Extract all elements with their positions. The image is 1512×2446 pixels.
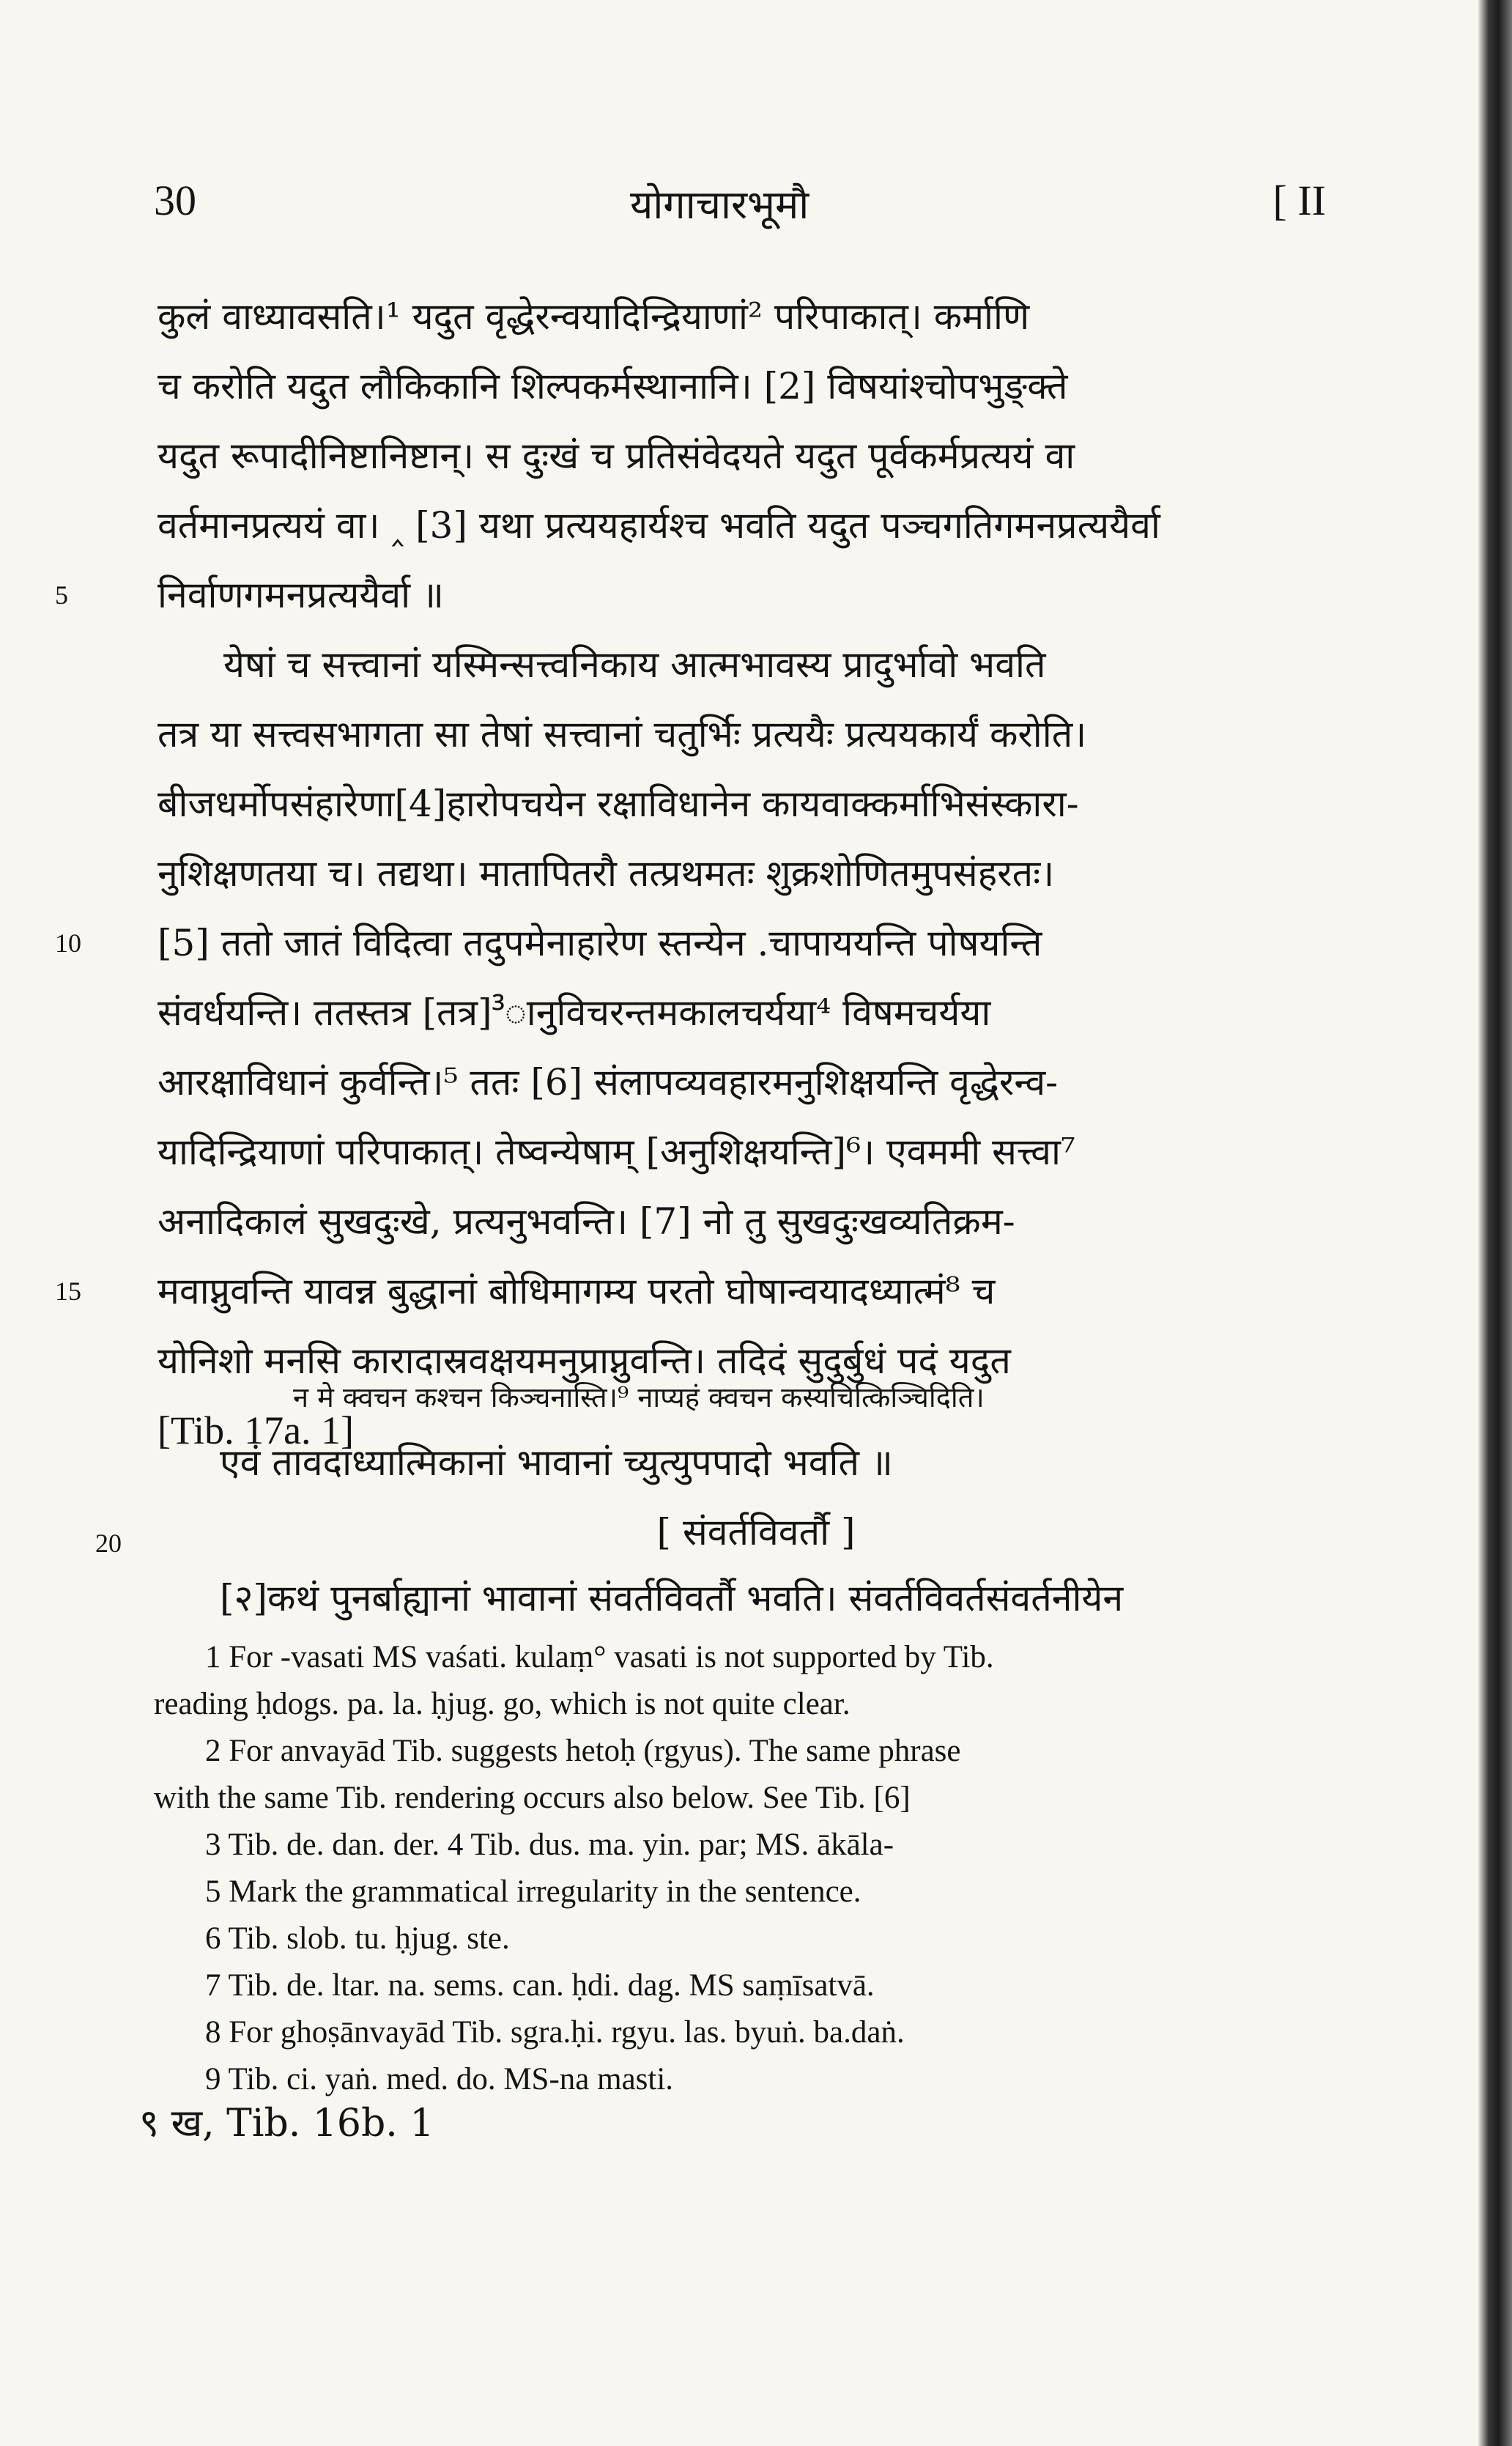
text-line xyxy=(158,1048,1322,1117)
footnote: 5 Mark the grammatical irregularity in the sentence. xyxy=(205,1874,861,1909)
text-line xyxy=(55,561,1322,630)
footnote: 2 For anvayād Tib. suggests hetoḥ (rgyus). The same phrase xyxy=(205,1734,961,1768)
line-text: संवर्धयन्ति। ततस्तत्र [तत्र]³ानुविचरन्तमकालचर्यया⁴ विषमचर्यया xyxy=(158,991,991,1034)
footnote: 8 For ghoṣānvayād Tib. sgra.ḥi. rgyu. las. byuṅ. ba.daṅ. xyxy=(205,2015,905,2050)
line-text: नुशिक्षणतया च। तद्यथा। मातापितरौ तत्प्रथमतः शुक्रशोणितमुपसंहरतः। xyxy=(158,852,1055,895)
main-text xyxy=(55,282,1322,1466)
footnote: 1 For -vasati MS vaśati. kulaṃ° vasati is not supported by Tib. xyxy=(205,1640,994,1674)
line-text: मवाप्नुवन्ति यावन्न बुद्धानां बोधिमागम्य परतो घोषान्वयादध्यात्मं⁸ च xyxy=(158,1270,996,1312)
text-line: एवं तावदाध्यात्मिकानां भावानां च्युत्युपपादो भवति ॥ xyxy=(220,1441,893,1484)
text-line xyxy=(158,630,1322,700)
page-header xyxy=(154,176,1326,234)
text-line xyxy=(55,1257,1322,1326)
line-text: अनादिकालं सुखदुःखे, प्रत्यनुभवन्ति। [7] नो तु सुखदुःखव्यतिक्रम- xyxy=(158,1200,1015,1243)
line-text: यादिन्द्रियाणां परिपाकात्। तेष्वन्येषाम् [अनुशिक्षयन्ति]⁶। एवममी सत्त्वा⁷ xyxy=(158,1131,1075,1173)
line-text: तत्र या सत्त्वसभागता सा तेषां सत्त्वानां चतुर्भिः प्रत्ययैः प्रत्ययकार्यं करोति। xyxy=(158,713,1087,755)
text-line xyxy=(158,769,1322,839)
verse-line: न मे क्वचन कश्चन किञ्चनास्ति।⁹ नाप्यहं क्वचन कस्यचित्किञ्चिदिति। xyxy=(293,1381,985,1414)
footnote: 9 Tib. ci. yaṅ. med. do. MS-na masti. xyxy=(205,2062,674,2096)
footnotes xyxy=(154,1634,1326,2103)
text-line xyxy=(158,700,1322,769)
text-line xyxy=(158,978,1322,1048)
section-heading: [ संवर्तविवर्तौ ] xyxy=(656,1511,856,1553)
text-line: [२]कथं पुनर्बाह्यानां भावानां संवर्तविवर्तौ भवति। संवर्तविवर्तसंवर्तनीयेन xyxy=(220,1577,1124,1619)
line-text: येषां च सत्त्वानां यस्मिन्सत्त्वनिकाय आत्मभावस्य प्रादुर्भावो भवति xyxy=(223,643,1046,686)
line-text: यदुत रूपादीनिष्टानिष्टान्। स दुःखं च प्रतिसंवेदयते यदुत पूर्वकर्मप्रत्ययं वा xyxy=(158,435,1075,477)
footnote: 3 Tib. de. dan. der. 4 Tib. dus. ma. yin. par; MS. ākāla- xyxy=(205,1828,894,1862)
footnote: 7 Tib. de. ltar. na. sems. can. ḥdi. dag. MS saṃīsatvā. xyxy=(205,1968,875,2003)
text-line xyxy=(158,421,1322,491)
footnote: reading ḥdogs. pa. la. ḥjug. go, which is not quite clear. xyxy=(154,1687,850,1721)
running-title: योगाचारभूमौ xyxy=(630,182,809,228)
page-reference: ९ ख, Tib. 16b. 1 xyxy=(139,2102,434,2146)
text-line xyxy=(55,909,1322,978)
text-line xyxy=(158,1187,1322,1257)
text-line xyxy=(158,491,1322,561)
text-line xyxy=(158,352,1322,421)
line-text: निर्वाणगमनप्रत्ययैर्वा ॥ xyxy=(158,574,444,616)
line-text: [5] ततो जातं विदित्वा तदुपमेनाहारेण स्तन्येन .चापाययन्ति पोषयन्ति xyxy=(158,922,1042,964)
line-number: 10 xyxy=(55,928,81,958)
line-text: कुलं वाध्यावसति।¹ यदुत वृद्धेरन्वयादिन्द्रियाणां² परिपाकात्। कर्माणि xyxy=(158,295,1030,338)
line-number: 5 xyxy=(55,580,68,610)
text-line xyxy=(158,282,1322,352)
page-edge xyxy=(1478,0,1512,2446)
line-text: योनिशो मनसि कारादास्रवक्षयमनुप्राप्नुवन्ति। तदिदं सुदुर्बुधं पदं यदुत xyxy=(158,1340,1011,1382)
line-number: 20 xyxy=(95,1529,122,1558)
section-mark: [ II xyxy=(1272,177,1326,224)
footnote: with the same Tib. rendering occurs also below. See Tib. [6] xyxy=(154,1781,911,1815)
footnote: 6 Tib. slob. tu. ḥjug. ste. xyxy=(205,1921,510,1956)
text-line xyxy=(158,1117,1322,1187)
page-number: 30 xyxy=(154,177,196,224)
line-text: [Tib. 17a. 1] xyxy=(158,1408,355,1452)
line-number: 15 xyxy=(55,1276,81,1306)
line-text: आरक्षाविधानं कुर्वन्ति।⁵ ततः [6] संलापव्यवहारमनुशिक्षयन्ति वृद्धेरन्व- xyxy=(158,1061,1059,1104)
text-line xyxy=(158,839,1322,909)
line-text: च करोति यदुत लौकिकानि शिल्पकर्मस्थानानि। [2] विषयांश्चोपभुङ्क्ते xyxy=(158,365,1068,407)
line-text: बीजधर्मोपसंहारेणा[4]हारोपचयेन रक्षाविधानेन कायवाक्कर्माभिसंस्कारा- xyxy=(158,783,1079,825)
line-text: वर्तमानप्रत्ययं वा। ‸ [3] यथा प्रत्ययहार्यश्च भवति यदुत पञ्चगतिगमनप्रत्ययैर्वा xyxy=(158,504,1160,547)
